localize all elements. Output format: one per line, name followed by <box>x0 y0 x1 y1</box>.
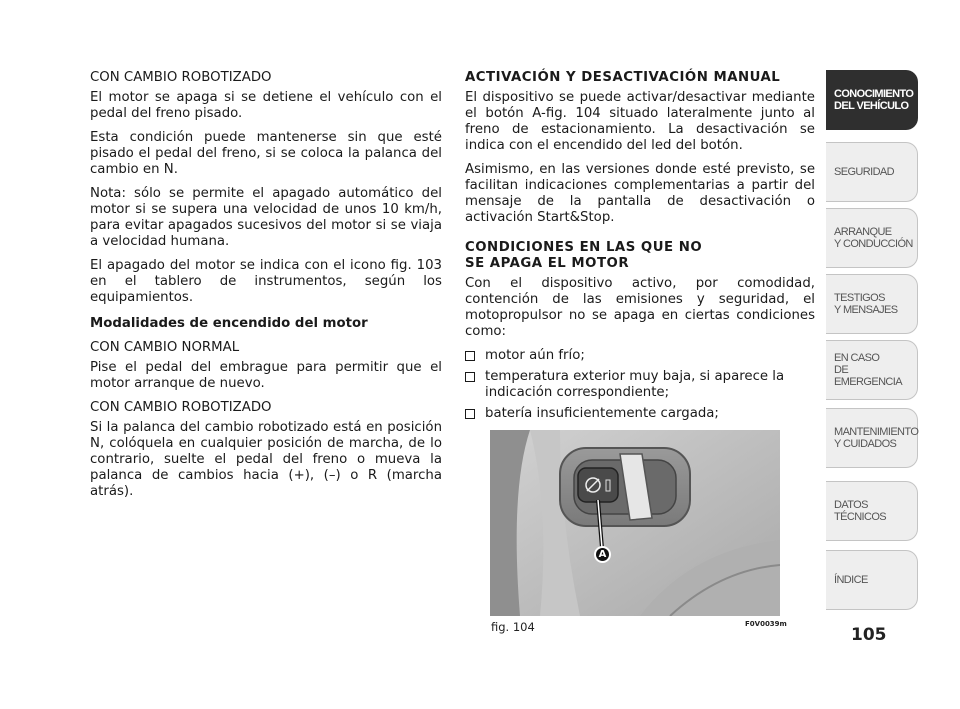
heading-normal-gearbox: CON CAMBIO NORMAL <box>90 340 240 355</box>
heading-conditions: CONDICIONES EN LAS QUE NO SE APAGA EL MOTOR <box>465 240 703 271</box>
page-number: 105 <box>851 625 887 645</box>
tab-datos-tecnicos[interactable]: DATOS TÉCNICOS <box>826 481 918 541</box>
checkbox-bullet-icon <box>465 409 475 419</box>
paragraph: Pise el pedal del embrague para permitir que el motor arranque de nuevo. <box>90 360 442 391</box>
figure-code: F0V0039m <box>745 620 787 628</box>
paragraph: Asimismo, en las versiones donde esté previsto, se facilitan indicaciones complementarias a partir del mensaje de la pantalla de desactivación o activación Start&Stop. <box>465 162 815 225</box>
tab-conocimiento-del-vehiculo[interactable]: CONOCIMIENTO DEL VEHÍCULO <box>826 70 918 130</box>
heading-robotized-1: CON CAMBIO ROBOTIZADO <box>90 70 272 85</box>
figure-caption: fig. 104 <box>491 620 535 634</box>
right-column <box>465 70 815 427</box>
paragraph: Con el dispositivo activo, por comodidad, contención de las emisiones y seguridad, el motopropulsor no se apaga en ciertas condiciones como: <box>465 276 815 339</box>
heading-robotized-2: CON CAMBIO ROBOTIZADO <box>90 400 272 415</box>
paragraph: Si la palanca del cambio robotizado está en posición N, colóquela en cualquier posición de marcha, de lo contrario, suelte el pedal del freno o mueva la palanca de cambios hacia (+), (–) o R (marcha atrás). <box>90 420 442 499</box>
tab-en-caso-de-emergencia[interactable]: EN CASO DE EMERGENCIA <box>826 340 918 400</box>
tab-indice[interactable]: ÍNDICE <box>826 550 918 610</box>
tab-mantenimiento-y-cuidados[interactable]: MANTENIMIENTO Y CUIDADOS <box>826 408 918 468</box>
paragraph-note: Nota: sólo se permite el apagado automático del motor si se supera una velocidad de unos 10 km/h, para evitar apagados sucesivos del motor si se viaja a velocidad humana. <box>90 186 442 249</box>
callout-a: A <box>594 546 611 563</box>
paragraph: Esta condición puede mantenerse sin que esté pisado el pedal del freno, si se coloca la palanca del cambio en N. <box>90 130 442 177</box>
dashboard-illustration <box>490 430 780 616</box>
paragraph: El motor se apaga si se detiene el vehículo con el pedal del freno pisado. <box>90 90 442 121</box>
tab-seguridad[interactable]: SEGURIDAD <box>826 142 918 202</box>
list-item: temperatura exterior muy baja, si aparece la indicación correspondiente; <box>465 369 815 401</box>
heading-manual-activation: ACTIVACIÓN Y DESACTIVACIÓN MANUAL <box>465 70 781 85</box>
heading-start-modes: Modalidades de encendido del motor <box>90 316 368 331</box>
paragraph: El apagado del motor se indica con el icono fig. 103 en el tablero de instrumentos, según los equipamientos. <box>90 258 442 305</box>
tab-arranque-y-conduccion[interactable]: ARRANQUE Y CONDUCCIÓN <box>826 208 918 268</box>
checkbox-bullet-icon <box>465 351 475 361</box>
list-item: motor aún frío; <box>465 348 815 364</box>
list-item: batería insuficientemente cargada; <box>465 406 815 422</box>
figure-start-stop-button <box>490 430 780 616</box>
paragraph: El dispositivo se puede activar/desactivar mediante el botón A-fig. 104 situado lateralmente junto al freno de estacionamiento. La desactivación se indica con el encendido del led del botón. <box>465 90 815 153</box>
checkbox-bullet-icon <box>465 372 475 382</box>
tab-testigos-y-mensajes[interactable]: TESTIGOS Y MENSAJES <box>826 274 918 334</box>
left-column <box>90 70 442 508</box>
conditions-list <box>465 348 815 422</box>
